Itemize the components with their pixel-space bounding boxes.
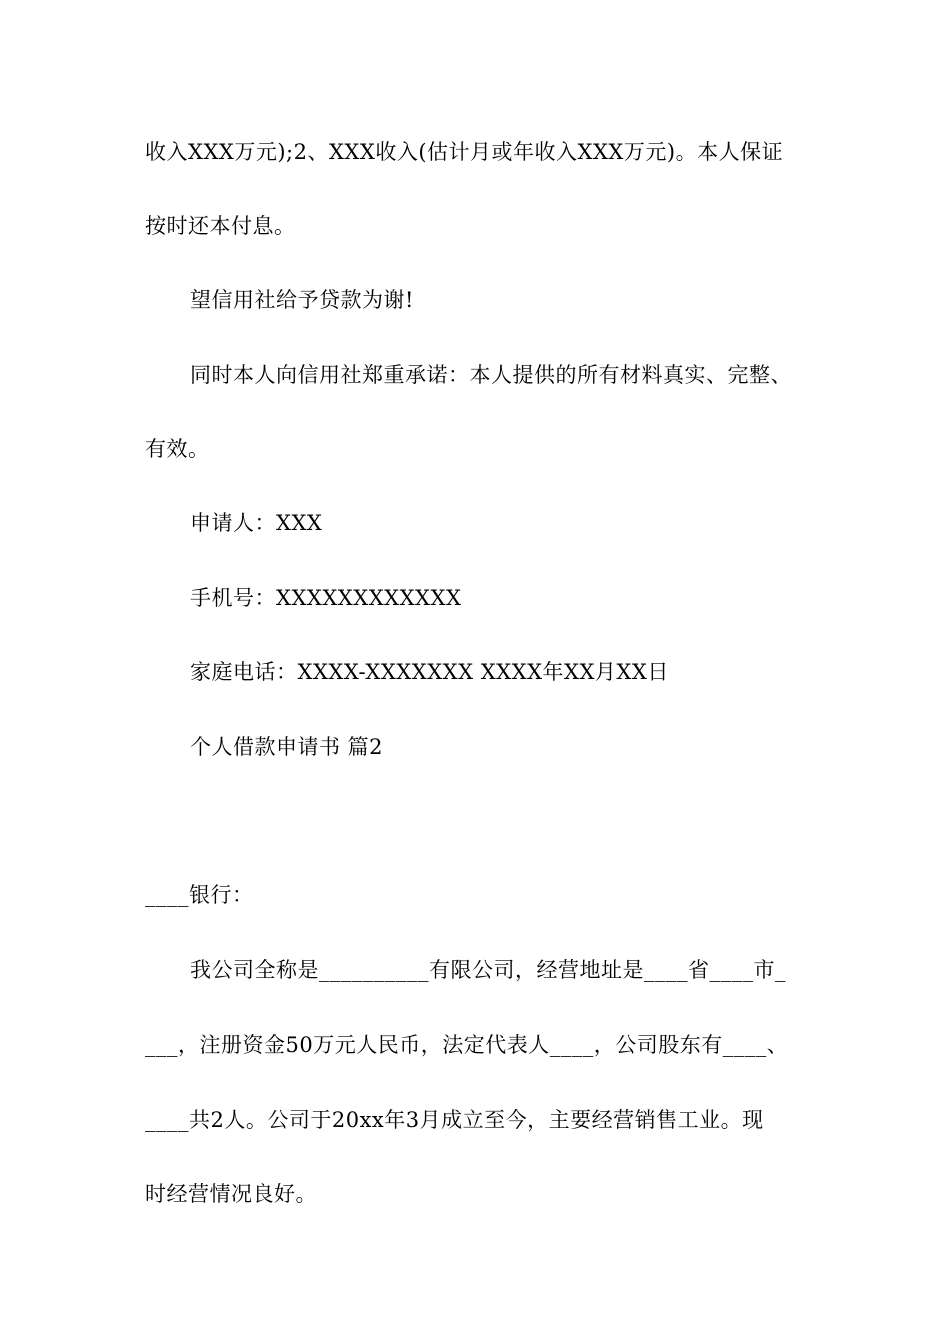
section-title: 个人借款申请书 篇2 xyxy=(190,735,384,759)
applicant-line: 申请人：XXX xyxy=(190,511,323,535)
home-phone-date-line: 家庭电话：XXXX-XXXXXXX XXXX年XX月XX日 xyxy=(190,660,669,684)
mobile-line: 手机号：XXXXXXXXXXXX xyxy=(190,586,462,610)
paragraph-line-founded: ____共2人。公司于20xx年3月成立至今，主要经营销售工业。现 xyxy=(145,1108,764,1132)
paragraph-line-company: 我公司全称是__________有限公司，经营地址是____省____市_ xyxy=(190,958,786,982)
paragraph-line-capital: ___，注册资金50万元人民币，法定代表人____，公司股东有____、 xyxy=(145,1033,789,1057)
paragraph-line-request: 望信用社给予贷款为谢! xyxy=(190,288,414,312)
paragraph-line-commitment: 同时本人向信用社郑重承诺：本人提供的所有材料真实、完整、 xyxy=(190,363,792,387)
paragraph-line-status: 时经营情况良好。 xyxy=(145,1182,317,1206)
paragraph-line-repay: 按时还本付息。 xyxy=(145,214,296,238)
paragraph-line-valid: 有效。 xyxy=(145,437,210,461)
paragraph-line-income: 收入XXX万元);2、XXX收入(估计月或年收入XXX万元)。本人保证 xyxy=(145,140,784,164)
bank-salutation: ____银行： xyxy=(145,883,254,907)
